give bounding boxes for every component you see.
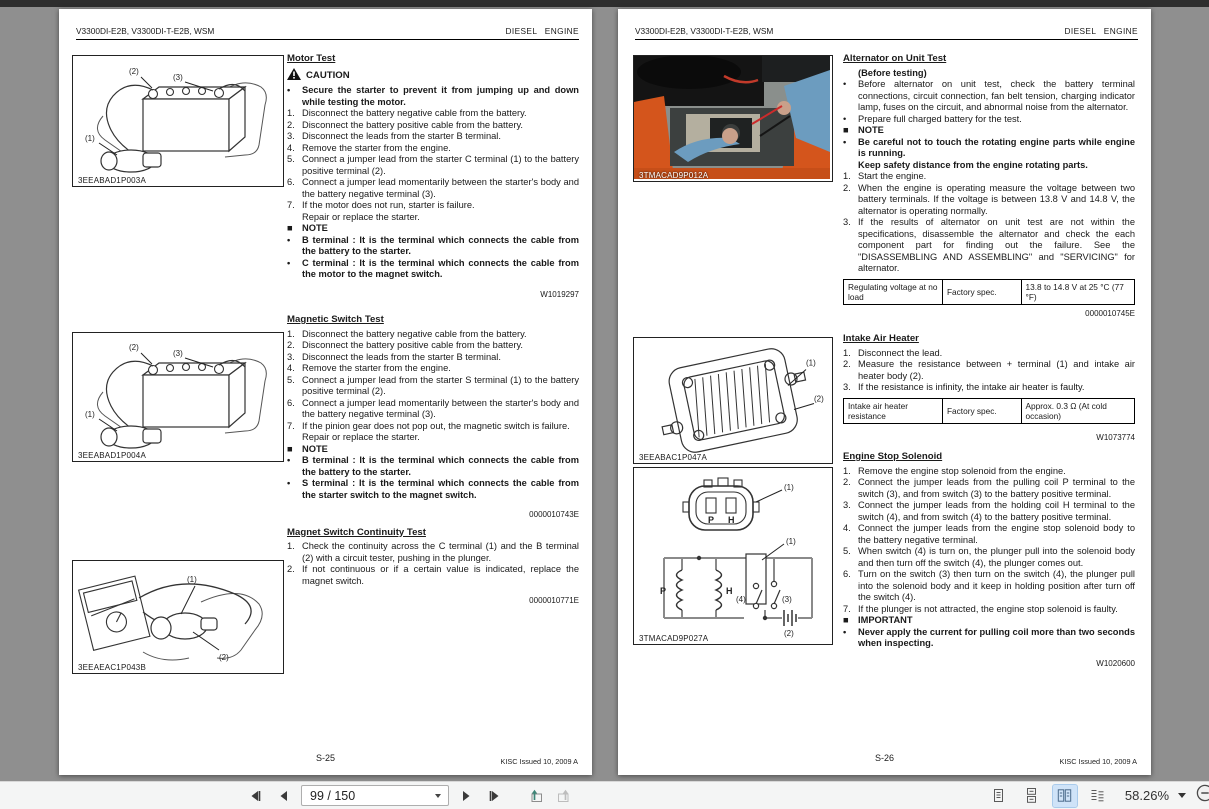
svg-text:(1): (1) [85, 134, 95, 143]
doc-line: 1. Disconnect the lead. [843, 347, 943, 358]
window-top-edge [0, 0, 1209, 7]
continuous-facing-view-button[interactable] [1086, 785, 1110, 807]
doc-line: 1. Start the engine. [843, 171, 927, 181]
svg-text:(2): (2) [784, 629, 794, 638]
header-model-codes: V3300DI-E2B, V3300DI-T-E2B, WSM [635, 26, 774, 36]
step-list [843, 348, 1135, 394]
doc-line: 3. Disconnect the leads from the starter B terminal. [287, 351, 501, 362]
doc-line: 5. When switch (4) is turn on, the plunger pull into the solenoid body and then turn off the switch (4), the plunger comes out. [843, 546, 1135, 568]
zoom-out-button[interactable] [1195, 783, 1209, 808]
doc-line: 1. Disconnect the battery negative cable from the battery. [287, 108, 527, 118]
step-list [287, 85, 579, 281]
doc-line: 7. If the motor does not run, starter is failure. [287, 200, 475, 210]
section-alternator-test [843, 53, 1135, 319]
svg-text:H: H [726, 586, 733, 596]
ref-code: W1073774 [1096, 432, 1135, 442]
doc-line: • B terminal : It is the terminal which connects the cable from the battery to the starter. [287, 234, 579, 256]
text-column [843, 53, 1135, 669]
doc-line: 4. Remove the starter from the engine. [287, 363, 451, 373]
header-model-codes: V3300DI-E2B, V3300DI-T-E2B, WSM [76, 26, 215, 36]
svg-text:H: H [728, 515, 735, 525]
circuit-tester-diagram [73, 561, 281, 671]
battery-starter-diagram [73, 333, 281, 459]
figure-caption: 3EEABAD1P004A [78, 451, 146, 460]
issue-note: KISC Issued 10, 2009 A [1059, 757, 1137, 766]
caution-label: CAUTION [306, 69, 350, 81]
viewer-toolbar [0, 781, 1209, 809]
doc-line: 6. Connect a jumper lead momentarily between the starter's body and the battery negative terminal (3). [287, 397, 579, 419]
doc-line: 5. Connect a jumper lead from the starter S terminal (1) to the battery positive terminal (2). [287, 374, 579, 396]
svg-text:P: P [708, 515, 715, 525]
page-number-input[interactable] [301, 785, 449, 806]
view-zoom-group [987, 782, 1205, 809]
spec-item: Intake air heater resistance [844, 398, 943, 423]
doc-line: 2. If not continuous or if a certain value is indicated, replace the magnet switch. [287, 564, 579, 586]
doc-line: 2. Connect the jumper leads from the pulling coil P terminal to the switch (3), and from switch (3) to the battery positive terminal. [843, 477, 1135, 499]
section-title: Magnet Switch Continuity Test [287, 526, 426, 538]
doc-line: ■ NOTE [843, 125, 884, 135]
last-page-button[interactable] [483, 785, 507, 807]
svg-text:P: P [660, 586, 667, 596]
zoom-dropdown-caret-icon[interactable] [1178, 793, 1186, 798]
svg-text:(3): (3) [173, 349, 183, 358]
section-title: Engine Stop Solenoid [843, 451, 943, 462]
doc-line: • Prepare full charged battery for the test. [843, 113, 1022, 124]
doc-line: 2. Measure the resistance between + terminal (1) and intake air heater body (2). [843, 359, 1135, 381]
step-list [287, 329, 579, 502]
figure-engine-stop-solenoid [633, 467, 833, 645]
doc-line: 6. Turn on the switch (3) then turn on the switch (4), the plunger pull into the solenoid body and it keep in holding position after turn off the switch (4). [843, 569, 1135, 602]
ref-code: W1019297 [540, 289, 579, 299]
section-motor-test [287, 53, 579, 300]
svg-text:(2): (2) [814, 394, 824, 404]
svg-text:(2): (2) [129, 67, 139, 76]
doc-line: 2. Disconnect the battery positive cable from the battery. [287, 340, 523, 350]
figure-caption: 3EEAEAC1P043B [78, 663, 146, 672]
figure-caption: 3EEABAD1P003A [78, 176, 146, 185]
page-header [76, 26, 579, 40]
doc-line: Repair or replace the starter. [302, 432, 420, 442]
spec-table [843, 279, 1135, 305]
doc-line: 2. When the engine is operating measure the voltage between two battery terminals. If the voltage is between 13.8 V and 14.8 V, the alternator is operating normally. [843, 182, 1135, 216]
previous-page-button[interactable] [272, 785, 296, 807]
doc-line: 7. If the plunger is not attracted, the engine stop solenoid is faulty. [843, 603, 1118, 614]
doc-line: 3. Disconnect the leads from the starter B terminal. [287, 131, 501, 141]
figure-caption: 3TMACAD9P012A [639, 171, 709, 180]
spec-item: Regulating voltage at no load [844, 279, 943, 304]
header-section-title: DIESEL ENGINE [505, 26, 579, 36]
page-number: S-26 [874, 753, 894, 763]
section-title: Magnetic Switch Test [287, 314, 384, 325]
doc-line: • Be careful not to touch the rotating engine parts while engine is running. [843, 136, 1135, 158]
svg-text:(1): (1) [85, 410, 95, 419]
document-page-left [59, 9, 592, 775]
doc-line: 1. Remove the engine stop solenoid from the engine. [843, 465, 1066, 476]
spec-value: 13.8 to 14.8 V at 25 °C (77 °F) [1021, 279, 1135, 304]
step-list [287, 541, 579, 587]
previous-view-button[interactable] [523, 785, 547, 807]
warning-triangle-icon [287, 68, 301, 84]
doc-line: • Never apply the current for pulling coil more than two seconds when inspecting. [843, 626, 1135, 648]
figure-alternator-photo [633, 55, 833, 182]
doc-line: 3. Connect the jumper leads from the holding coil H terminal to the switch (4), and from switch (4) to the battery positive terminal. [843, 500, 1135, 522]
document-page-right [618, 9, 1151, 775]
first-page-button[interactable] [243, 785, 267, 807]
facing-view-button[interactable] [1053, 785, 1077, 807]
svg-text:(3): (3) [173, 73, 183, 82]
doc-line: 4. Remove the starter from the engine. [287, 142, 451, 153]
doc-line: ■ NOTE [287, 443, 328, 454]
engine-compartment-photo [634, 56, 830, 179]
figure-continuity-test [72, 560, 284, 674]
section-title: Motor Test [287, 53, 336, 64]
section-title: Alternator on Unit Test [843, 53, 947, 64]
figure-caption: 3EEABAC1P047A [639, 453, 707, 462]
section-intake-air-heater [843, 333, 1135, 443]
doc-line: 3. If the results of alternator on unit test are not within the specifications, disassemble the alternator and check the each component part for finding out the failure. See the "DISASSEMBLING AND ASSEMBLING" and "SERVICING" for alternator. [843, 217, 1135, 273]
page-navigation-group [243, 782, 576, 809]
spec-value: Approx. 0.3 Ω (At cold occasion) [1021, 398, 1135, 423]
battery-starter-diagram [73, 56, 281, 184]
figure-intake-air-heater [633, 337, 833, 464]
svg-text:(1): (1) [784, 483, 794, 492]
doc-line: 6. Connect a jumper lead momentarily between the starter's body and the battery negative terminal (3). [287, 177, 579, 199]
svg-text:(1): (1) [187, 575, 197, 584]
doc-line: • Before alternator on unit test, check the battery terminal connections, circuit connection, fan belt tension, charging indicator lamp, fuses on the circuit, and abnormal noise from the alternator. [843, 79, 1135, 112]
doc-line: 7. If the pinion gear does not pop out, the magnetic switch is failure. [287, 420, 570, 431]
svg-text:(1): (1) [786, 537, 796, 546]
intake-air-heater-diagram [634, 338, 830, 461]
issue-note: KISC Issued 10, 2009 A [500, 757, 578, 766]
figure-magnetic-switch-test [72, 332, 284, 462]
svg-text:(3): (3) [782, 595, 792, 604]
ref-code: 0000010771E [529, 596, 579, 605]
doc-line: 1. Disconnect the battery negative cable from the battery. [287, 328, 527, 339]
doc-line: 5. Connect a jumper lead from the starter C terminal (1) to the battery positive terminal (2). [287, 154, 579, 176]
doc-line: 2. Disconnect the battery positive cable from the battery. [287, 119, 523, 130]
section-magnetic-switch-test [287, 314, 579, 521]
header-section-title: DIESEL ENGINE [1064, 26, 1138, 36]
page-number-value: 99 / 150 [310, 788, 356, 803]
svg-text:(2): (2) [129, 343, 139, 352]
page-header [635, 26, 1138, 40]
doc-line: • Secure the starter to prevent it from jumping up and down while testing the motor. [287, 85, 579, 107]
ref-code: 0000010745E [1085, 308, 1135, 318]
doc-line: (Before testing) [858, 67, 927, 78]
solenoid-circuit-diagram [634, 468, 830, 642]
next-view-button[interactable] [552, 785, 576, 807]
section-continuity-test [287, 527, 579, 607]
svg-text:(4): (4) [736, 595, 746, 604]
next-page-button[interactable] [454, 785, 478, 807]
doc-line: 4. Connect the jumper leads from the engine stop solenoid body to the battery negative terminal. [843, 523, 1135, 545]
doc-line: • C terminal : It is the terminal which connects the cable from the motor to the magnet switch. [287, 257, 579, 279]
doc-line: Repair or replace the starter. [302, 211, 420, 222]
spec-type: Factory spec. [942, 279, 1021, 304]
figure-caption: 3TMACAD9P027A [639, 634, 709, 643]
page-number: S-25 [315, 753, 335, 763]
doc-line: ■ NOTE [287, 223, 328, 233]
continuous-view-button[interactable] [1020, 785, 1044, 807]
svg-text:(2): (2) [219, 653, 229, 662]
spec-table [843, 398, 1135, 424]
single-page-view-button[interactable] [987, 785, 1011, 807]
ref-code: W1020600 [1096, 658, 1135, 668]
doc-line: ■ IMPORTANT [843, 615, 913, 625]
doc-line: 3. If the resistance is infinity, the intake air heater is faulty. [843, 382, 1085, 392]
svg-text:(1): (1) [806, 358, 816, 368]
section-engine-stop-solenoid [843, 451, 1135, 669]
figure-motor-test [72, 55, 284, 187]
caution-header [287, 68, 579, 84]
page-dropdown-caret-icon [435, 794, 441, 798]
step-list [843, 68, 1135, 275]
doc-line: Keep safety distance from the engine rotating parts. [858, 159, 1088, 170]
section-title: Intake Air Heater [843, 333, 919, 344]
step-list [843, 466, 1135, 650]
text-column [287, 53, 579, 607]
doc-line: • B terminal : It is the terminal which connects the cable from the battery to the starter. [287, 455, 579, 477]
spec-type: Factory spec. [942, 398, 1021, 423]
doc-line: • S terminal : It is the terminal which connects the cable from the starter switch to the magnet switch. [287, 478, 579, 500]
doc-line: 1. Check the continuity across the C terminal (1) and the B terminal (2) with a circuit tester, pushing in the plunger. [287, 541, 579, 563]
ref-code: 0000010743E [529, 510, 579, 519]
zoom-level-value[interactable]: 58.26% [1124, 788, 1169, 803]
